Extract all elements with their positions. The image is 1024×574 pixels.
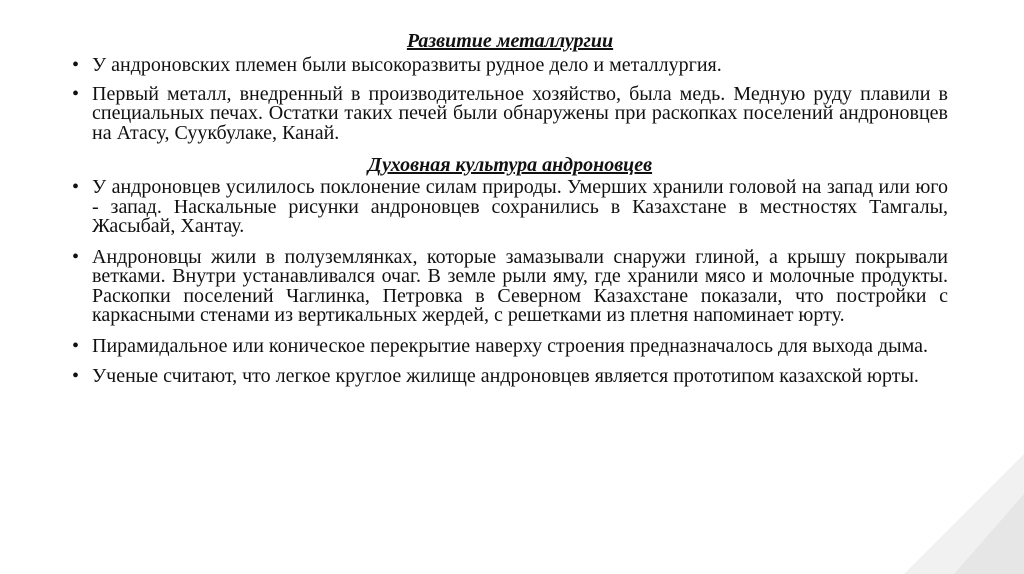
slide-content — [72, 30, 948, 387]
spiritual-culture-list — [72, 178, 948, 387]
section-heading-metallurgy: Развитие металлургии — [406, 30, 614, 52]
list-item: • У андроновцев усилилось поклонение силам природы. Умерших хранили головой на запад или юго - запад. Наскальные рисунки андроновцев сохранились в Казахстане в местностях Тамгалы, Жасыбай, Хантау. — [72, 178, 948, 237]
corner-decoration — [864, 454, 1024, 574]
list-item: • У андроновских племен были высокоразвиты рудное дело и металлургия. — [72, 56, 948, 76]
metallurgy-list — [72, 56, 948, 143]
list-item: • Пирамидальное или коническое перекрытие наверху строения предназначалось для выхода дыма. — [72, 337, 948, 357]
section-heading-spiritual-culture: Духовная культура андроновцев — [367, 154, 653, 176]
list-item: • Первый металл, внедренный в производительное хозяйство, была медь. Медную руду плавили в специальных печах. Остатки таких печей были обнаружены при раскопках поселений андроновцев на Атасу, Суукбулаке, Канай. — [72, 85, 948, 144]
list-item: • Андроновцы жили в полуземлянках, которые замазывали снаружи глиной, а крышу покрывали ветками. Внутри устанавливался очаг. В земле рыли яму, где хранили мясо и молочные продукты. Раскопки поселений Чаглинка, Петровка в Северном Казахстане показали, что постройки с каркасными стенами из вертикальных жердей, с решетками из плетня напоминает юрту. — [72, 248, 948, 326]
list-item: • Ученые считают, что легкое круглое жилище андроновцев является прототипом казахской юрты. — [72, 367, 948, 387]
